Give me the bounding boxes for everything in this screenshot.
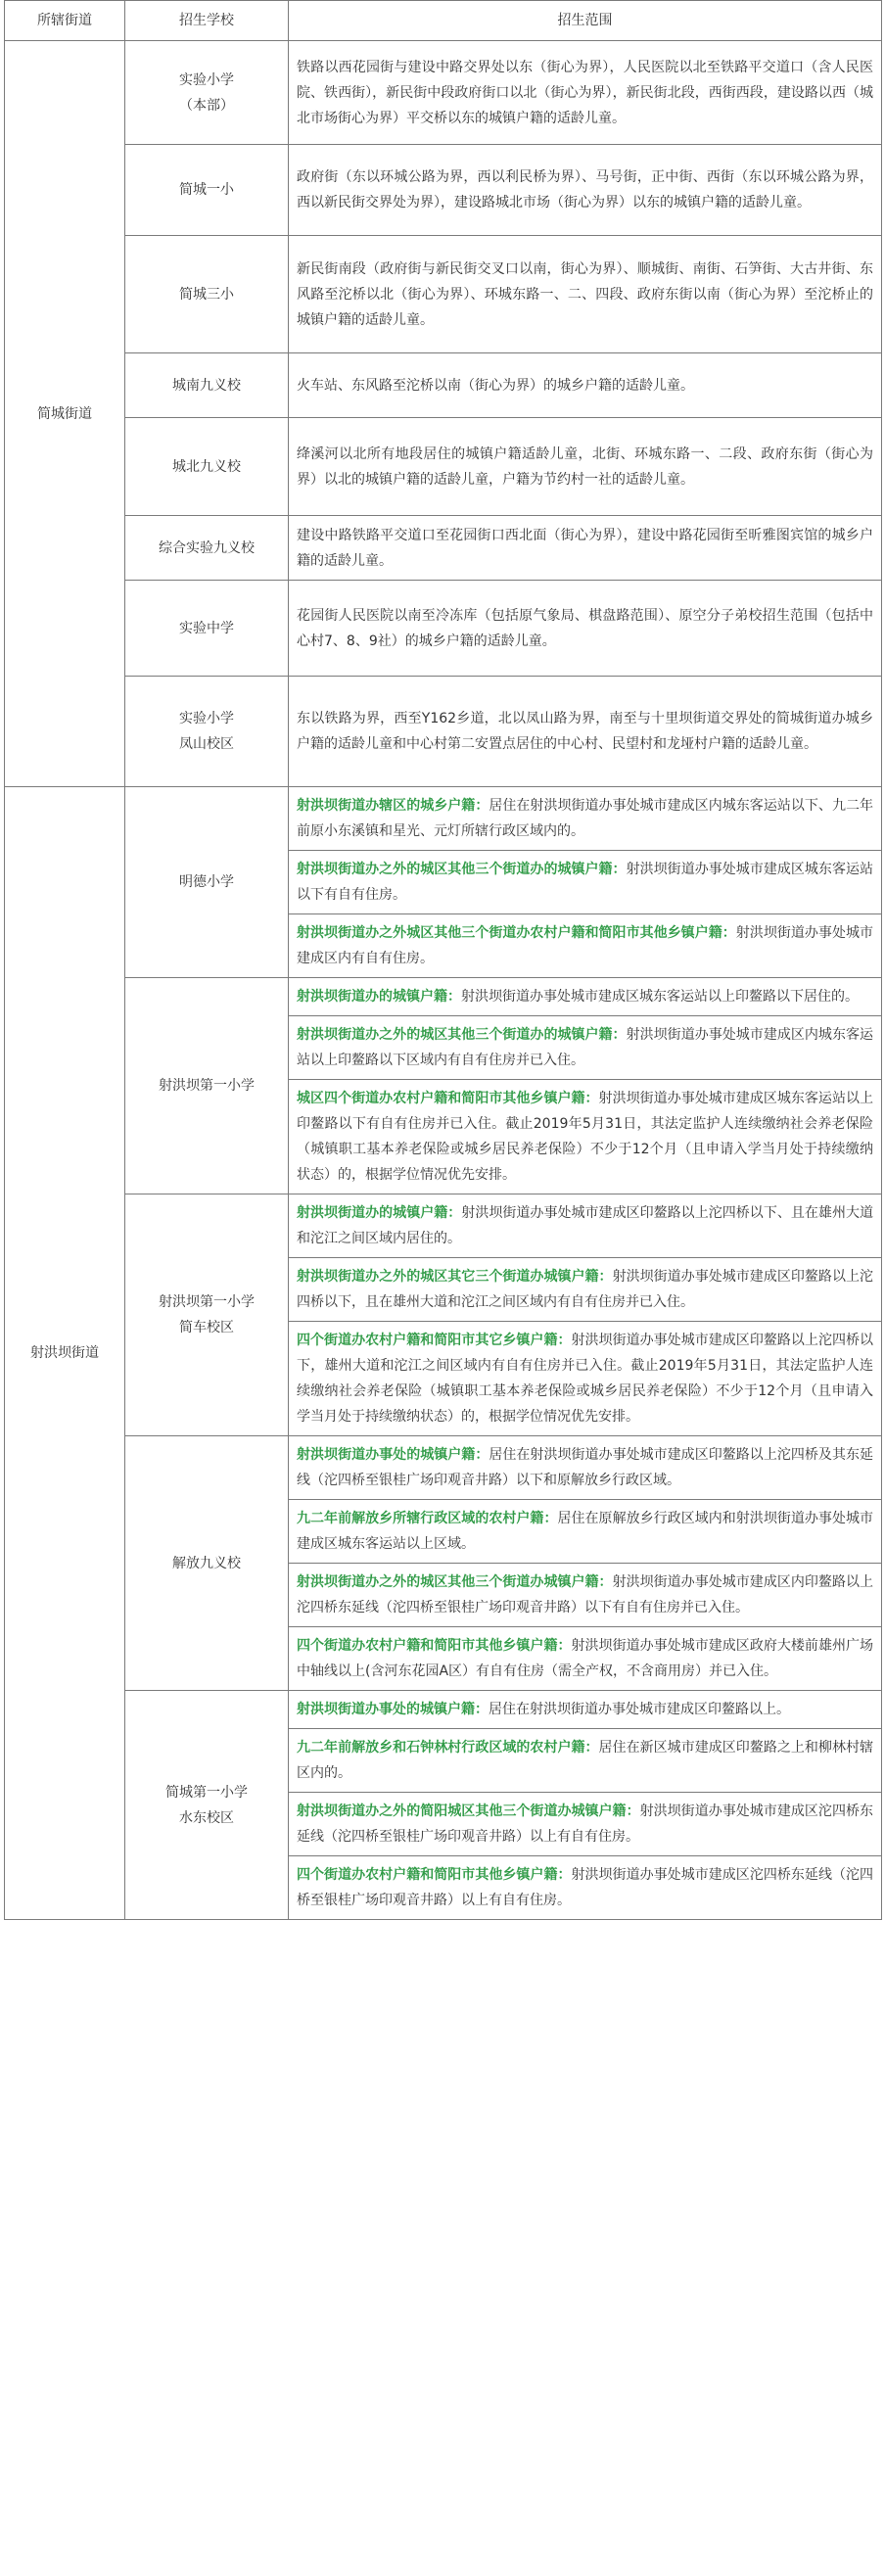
- scope-segment: [289, 1855, 881, 1919]
- school-name: 解放九义校: [172, 1555, 241, 1571]
- school-name-sub: 简车校区: [179, 1320, 234, 1335]
- district-cell-jiancheng: 简城街道: [5, 41, 125, 787]
- segment-lead: 九二年前解放乡所辖行政区域的农村户籍：: [297, 1511, 558, 1526]
- segment-lead: 四个街道办农村户籍和简阳市其他乡镇户籍：: [297, 1867, 572, 1883]
- segment-lead: 射洪坝街道办之外的城区其他三个街道办的城镇户籍：: [297, 862, 627, 877]
- segment-lead: 四个街道办农村户籍和简阳市其它乡镇户籍：: [297, 1333, 572, 1348]
- school-name: 实验小学: [179, 711, 234, 726]
- segment-text: 射洪坝街道办事处城市建成区印鳌路以上沱四桥以下，且在雄州大道和沱江之间区域内有自有住房并已入住。: [297, 1269, 874, 1310]
- segment-text: 射洪坝街道办事处城市建成区城东客运站以上印鳌路以下有自有住房并已入住。截止2019年5月31日，其法定监护人连续缴纳社会养老保险（城镇职工基本养老保险或城乡居民养老保险）不少于12个月（且申请入学当月处于持续缴纳状态）的，根据学位情况优先安排。: [297, 1091, 874, 1183]
- scope-cell: [289, 787, 882, 978]
- scope-cell: 建设中路铁路平交道口至花园街口西北面（街心为界），建设中路花园街至昕雅图宾馆的城乡户籍的适龄儿童。: [289, 516, 882, 581]
- segment-lead: 城区四个街道办农村户籍和简阳市其他乡镇户籍：: [297, 1091, 599, 1106]
- table-row: [5, 353, 882, 418]
- table-header-row: [5, 1, 882, 41]
- segment-text: 射洪坝街道办事处城市建成区沱四桥东延线（沱四桥至银桂广场印观音井路）以上有自有住房。: [297, 1803, 873, 1845]
- segment-text: 射洪坝街道办事处城市建成区沱四桥东延线（沱四桥至银桂广场印观音井路）以上有自有住房。: [297, 1867, 874, 1908]
- scope-cell: 新民街南段（政府街与新民街交叉口以南，街心为界）、顺城街、南街、石笋街、大古井街、东风路至沱桥以北（街心为界）、环城东路一、二、四段、政府东街以南（街心为界）至沱桥止的城镇户籍的适龄儿童。: [289, 236, 882, 353]
- table-row: [5, 787, 882, 978]
- enrollment-table: [4, 0, 882, 1920]
- segment-lead: 射洪坝街道办的城镇户籍：: [297, 989, 461, 1005]
- school-cell: [125, 145, 289, 236]
- segment-text: 居住在射洪坝街道办事处城市建成区印鳌路以上沱四桥及其东延线（沱四桥至银桂广场印观音井路）以下和原解放乡行政区域。: [297, 1447, 874, 1488]
- scope-segment: [297, 978, 873, 1015]
- segment-lead: 射洪坝街道办辖区的城乡户籍：: [297, 798, 489, 814]
- segment-lead: 射洪坝街道办之外的简阳城区其他三个街道办城镇户籍：: [297, 1803, 640, 1819]
- segment-text: 居住在新区城市建成区印鳌路之上和柳林村辖区内的。: [297, 1740, 874, 1781]
- header-scope: 招生范围: [289, 1, 882, 41]
- segment-lead: 射洪坝街道办之外的城区其它三个街道办城镇户籍：: [297, 1269, 613, 1285]
- segment-text: 射洪坝街道办事处城市建成区印鳌路以上沱四桥以下，雄州大道和沱江之间区域内有自有住房并已入住。截止2019年5月31日，其法定监护人连续缴纳社会养老保险（城镇职工基本养老保险或城乡居民养老保险）不少于12个月（且申请入学当月处于持续缴纳状态）的，根据学位情况优先安排。: [297, 1333, 874, 1425]
- segment-text: 射洪坝街道办事处城市建成区印鳌路以上沱四桥以下、且在雄州大道和沱江之间区域内居住的。: [297, 1205, 874, 1246]
- table-row: [5, 145, 882, 236]
- scope-segment: [289, 1728, 881, 1792]
- segment-text: 射洪坝街道办事处城市建成区政府大楼前雄州广场中轴线以上(含河东花园A区）有自有住房（需全产权，不含商用房）并已入住。: [297, 1638, 874, 1679]
- school-name-sub: 凤山校区: [179, 736, 234, 752]
- scope-cell: 政府街（东以环城公路为界，西以利民桥为界）、马号街，正中街、西街（东以环城公路为界，西以新民街交界处为界），建设路城北市场（街心为界）以东的城镇户籍的适龄儿童。: [289, 145, 882, 236]
- school-cell: [125, 1436, 289, 1691]
- school-name: 城南九义校: [172, 377, 241, 394]
- table-row: [5, 1194, 882, 1436]
- segment-lead: 射洪坝街道办事处的城镇户籍：: [297, 1702, 489, 1717]
- scope-segment: [289, 913, 881, 977]
- header-district: 所辖街道: [5, 1, 125, 41]
- scope-segment: [297, 787, 873, 850]
- school-cell: [125, 1691, 289, 1920]
- scope-cell: [289, 978, 882, 1194]
- scope-segment: [289, 1563, 881, 1626]
- scope-segment: [289, 850, 881, 913]
- scope-segment: [297, 1194, 873, 1257]
- school-cell: [125, 516, 289, 581]
- school-name: 射洪坝第一小学: [159, 1294, 255, 1310]
- table-row: [5, 41, 882, 145]
- scope-segment: [289, 1015, 881, 1079]
- scope-cell: 东以铁路为界，西至Y162乡道，北以凤山路为界，南至与十里坝街道交界处的简城街道办城乡户籍的适龄儿童和中心村第二安置点居住的中心村、民望村和龙垭村户籍的适龄儿童。: [289, 677, 882, 787]
- scope-segment: [297, 1691, 873, 1728]
- scope-cell: 花园街人民医院以南至冷冻库（包括原气象局、棋盘路范围）、原空分子弟校招生范围（包括中心村7、8、9社）的城乡户籍的适龄儿童。: [289, 581, 882, 677]
- scope-cell: 铁路以西花园街与建设中路交界处以东（街心为界），人民医院以北至铁路平交道口（含人民医院、铁西街），新民街中段政府街口以北（街心为界），新民街北段，西街西段，建设路以西（城北市场街心为界）平交桥以东的城镇户籍的适龄儿童。: [289, 41, 882, 145]
- scope-segment: [289, 1257, 881, 1321]
- school-cell: [125, 353, 289, 418]
- scope-segment: [289, 1079, 881, 1194]
- scope-cell: 绛溪河以北所有地段居住的城镇户籍适龄儿童，北街、环城东路一、二段、政府东街（街心为界）以北的城镇户籍的适龄儿童，户籍为节约村一社的适龄儿童。: [289, 418, 882, 516]
- school-cell: [125, 787, 289, 978]
- table-body: [5, 41, 882, 1920]
- segment-text: 居住在射洪坝街道办事处城市建成区内城东客运站以下、九二年前原小东溪镇和星光、元灯所辖行政区域内的。: [297, 798, 874, 839]
- scope-segment: [289, 1499, 881, 1563]
- table-row: [5, 516, 882, 581]
- segment-text: 射洪坝街道办事处城市建成区城东客运站以上印鳌路以下居住的。: [461, 989, 859, 1005]
- school-name: 城北九义校: [172, 458, 241, 475]
- school-cell: [125, 581, 289, 677]
- segment-text: 射洪坝街道办事处城市建成区内城东客运站以上印鳌路以下区域内有自有住房并已入住。: [297, 1027, 874, 1068]
- district-cell-shehongba: 射洪坝街道: [5, 787, 125, 1920]
- school-cell: [125, 41, 289, 145]
- scope-cell: 火车站、东风路至沱桥以南（街心为界）的城乡户籍的适龄儿童。: [289, 353, 882, 418]
- school-name-sub: （本部）: [179, 97, 234, 114]
- scope-cell: [289, 1194, 882, 1436]
- segment-text: 射洪坝街道办事处城市建成区内印鳌路以上沱四桥东延线（沱四桥至银桂广场印观音井路）以下有自有住房并已入住。: [297, 1574, 874, 1616]
- segment-text: 居住在原解放乡行政区域内和射洪坝街道办事处城市建成区城东客运站以上区域。: [297, 1511, 874, 1552]
- scope-cell: [289, 1691, 882, 1920]
- table-row: [5, 418, 882, 516]
- school-name: 综合实验九义校: [159, 539, 255, 556]
- school-name: 实验小学: [179, 71, 234, 88]
- segment-lead: 射洪坝街道办的城镇户籍：: [297, 1205, 462, 1221]
- school-cell: [125, 1194, 289, 1436]
- header-school: 招生学校: [125, 1, 289, 41]
- segment-lead: 射洪坝街道办之外的城区其他三个街道办的城镇户籍：: [297, 1027, 627, 1043]
- school-cell: [125, 236, 289, 353]
- table-row: [5, 677, 882, 787]
- scope-segment: [289, 1321, 881, 1435]
- school-name: 简城三小: [179, 286, 234, 303]
- school-cell: [125, 677, 289, 787]
- school-name: 实验中学: [179, 620, 234, 636]
- table-row: [5, 1691, 882, 1920]
- table-row: [5, 236, 882, 353]
- segment-lead: 射洪坝街道办事处的城镇户籍：: [297, 1447, 489, 1463]
- segment-text: 射洪坝街道办事处城市建成区城东客运站以下有自有住房。: [297, 862, 874, 903]
- scope-segment: [289, 1792, 881, 1855]
- segment-lead: 射洪坝街道办之外城区其他三个街道办农村户籍和简阳市其他乡镇户籍：: [297, 925, 736, 941]
- table-row: [5, 581, 882, 677]
- segment-lead: 九二年前解放乡和石钟林村行政区域的农村户籍：: [297, 1740, 599, 1756]
- school-name: 简城第一小学: [165, 1784, 248, 1801]
- school-name-sub: 水东校区: [179, 1809, 234, 1826]
- school-name: 简城一小: [179, 182, 234, 198]
- table-row: [5, 978, 882, 1194]
- segment-text: 居住在射洪坝街道办事处城市建成区印鳌路以上。: [489, 1702, 790, 1717]
- school-cell: [125, 978, 289, 1194]
- segment-text: 射洪坝街道办事处城市建成区内有自有住房。: [297, 925, 874, 966]
- school-cell: [125, 418, 289, 516]
- school-name: 明德小学: [179, 874, 234, 890]
- segment-lead: 射洪坝街道办之外的城区其他三个街道办城镇户籍：: [297, 1574, 613, 1590]
- table-row: [5, 1436, 882, 1691]
- school-name: 射洪坝第一小学: [159, 1078, 255, 1094]
- scope-cell: [289, 1436, 882, 1691]
- scope-segment: [297, 1436, 873, 1499]
- segment-lead: 四个街道办农村户籍和简阳市其他乡镇户籍：: [297, 1638, 572, 1654]
- scope-segment: [289, 1626, 881, 1690]
